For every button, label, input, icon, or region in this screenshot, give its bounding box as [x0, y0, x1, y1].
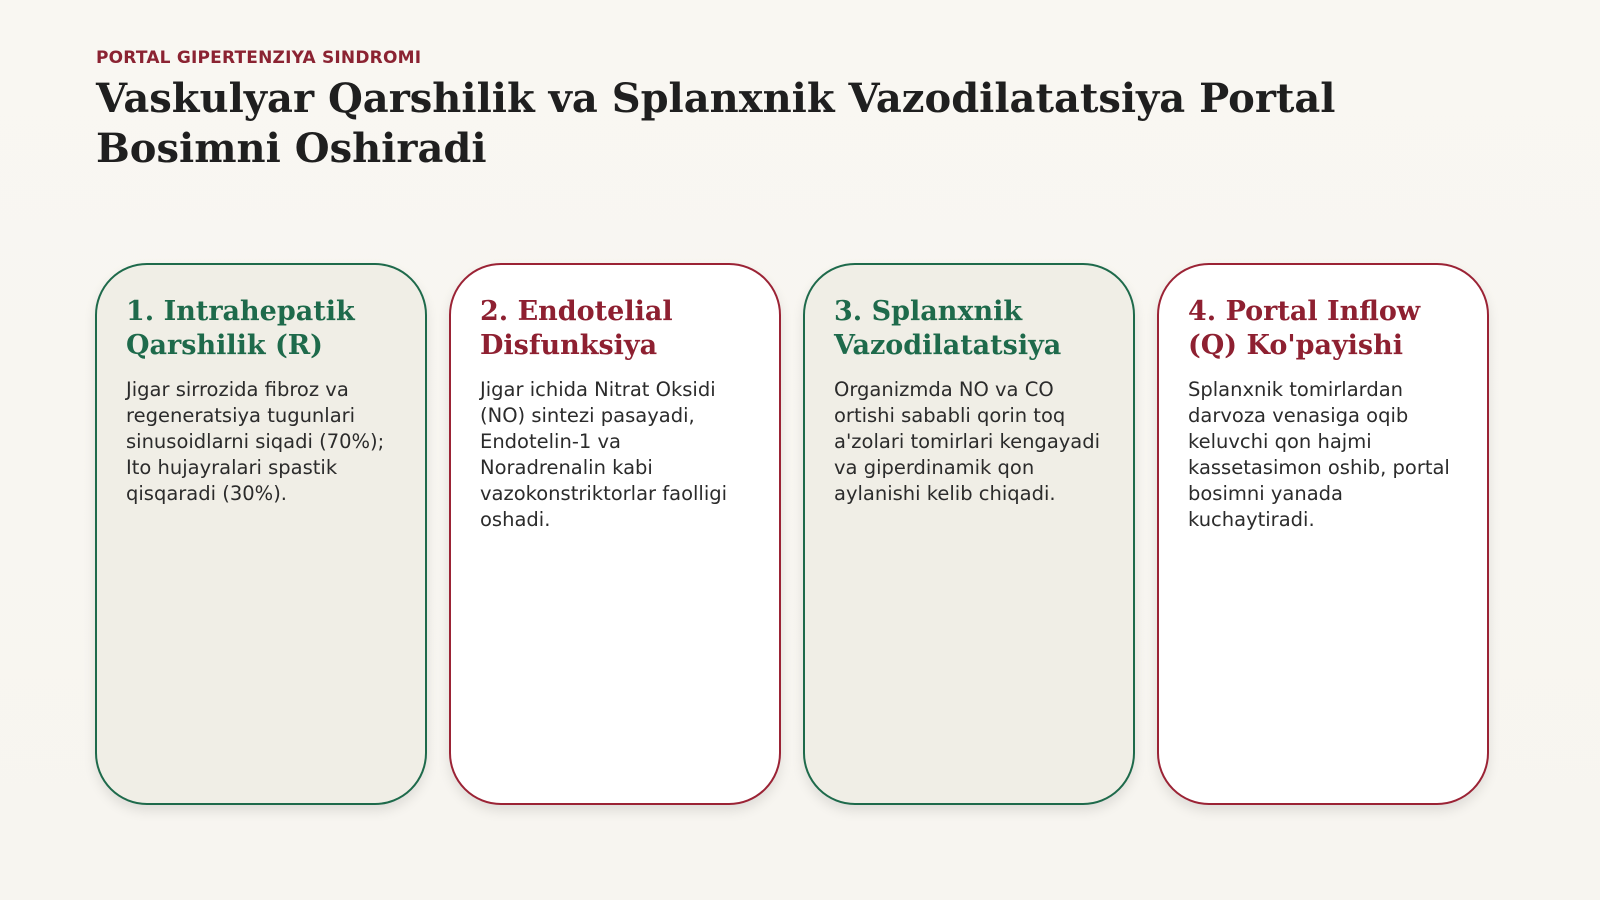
card-title: 3. Splanxnik Vazodilatatsiya	[834, 296, 1062, 361]
section-label: PORTAL GIPERTENZIYA SINDROMI	[96, 48, 422, 68]
card-body: Jigar sirrozida fibroz va regeneratsiya tugunlari sinusoidlarni siqadi (70%); Ito hujayralari spastik qisqaradi (30%).	[126, 378, 385, 505]
card-title: 4. Portal Inflow (Q) Ko'payishi	[1188, 296, 1421, 361]
card-row	[95, 263, 1489, 805]
page-title: Vaskulyar Qarshilik va Splanxnik Vazodilatatsiya Portal Bosimni Oshiradi	[96, 75, 1336, 172]
card-title: 1. Intrahepatik Qarshilik (R)	[126, 296, 355, 361]
card-body: Jigar ichida Nitrat Oksidi (NO) sintezi pasayadi, Endotelin-1 va Noradrenalin kabi vazokonstriktorlar faolligi oshadi.	[480, 378, 728, 531]
card-body: Splanxnik tomirlardan darvoza venasiga oqib keluvchi qon hajmi kassetasimon oshib, portal bosimni yanada kuchaytiradi.	[1188, 378, 1450, 531]
card-title: 2. Endotelial Disfunksiya	[480, 296, 673, 361]
card-portal-inflow	[1157, 263, 1489, 805]
card-intrahepatic-resistance	[95, 263, 427, 805]
card-body: Organizmda NO va CO ortishi sababli qorin toq a'zolari tomirlari kengayadi va giperdinamik qon aylanishi kelib chiqadi.	[834, 378, 1101, 505]
card-endothelial-dysfunction	[449, 263, 781, 805]
card-splanchnic-vasodilation	[803, 263, 1135, 805]
